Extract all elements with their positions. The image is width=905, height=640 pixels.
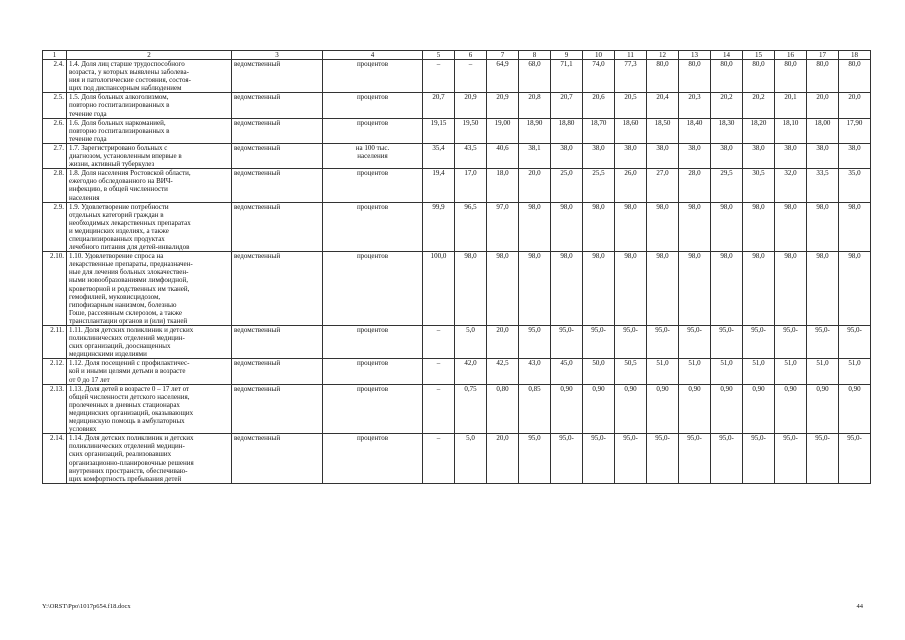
column-number-row <box>43 51 871 60</box>
value-cell: – <box>423 384 455 434</box>
column-number-cell: 14 <box>711 51 743 60</box>
description-line: общей численности детского населения, <box>69 392 190 401</box>
value-cell: 98,0 <box>743 202 775 252</box>
value-cell: – <box>423 326 455 359</box>
indicator-description <box>67 60 232 93</box>
unit-line: процентов <box>356 252 389 261</box>
value-cell: 38,1 <box>519 143 551 168</box>
description-line: медицинскую помощь в амбулаторных <box>69 417 185 426</box>
description-line: от 0 до 17 лет <box>69 375 110 384</box>
description-line: ских организаций, реализовавших <box>69 450 172 459</box>
value-cell: 98,0 <box>615 202 647 252</box>
indicator-table <box>42 50 871 484</box>
value-cell: 98,0 <box>775 202 807 252</box>
value-cell: 20,5 <box>615 93 647 118</box>
table-row <box>43 118 871 143</box>
value-cell: 38,0 <box>775 143 807 168</box>
value-cell: 43,5 <box>455 143 487 168</box>
indicator-description <box>67 143 232 168</box>
description-line: ежегодно обследованного на ВИЧ- <box>69 177 173 186</box>
unit-of-measure <box>323 169 423 202</box>
row-number: 2.7. <box>43 143 67 168</box>
description-line: инфекцию, в общей численности <box>69 185 168 194</box>
value-cell: 18,20 <box>743 118 775 143</box>
description-line: течение года <box>69 109 107 118</box>
value-cell: 95,0- <box>775 434 807 484</box>
value-cell: 18,40 <box>679 118 711 143</box>
value-cell: 98,0 <box>807 202 839 252</box>
column-number-cell: 18 <box>839 51 871 60</box>
indicator-description <box>67 202 232 252</box>
description-line: 1.9. Удовлетворение потребности <box>69 202 169 211</box>
description-line: 1.11. Доля детских поликлиник и детских <box>69 326 194 334</box>
value-cell: 100,0 <box>423 252 455 326</box>
description-line: повторно госпитализированных в <box>69 101 170 110</box>
description-line: условиях <box>69 425 97 434</box>
value-cell: 0,90 <box>839 384 871 434</box>
value-cell: 98,0 <box>711 252 743 326</box>
unit-of-measure <box>323 434 423 484</box>
value-cell: 0,80 <box>487 384 519 434</box>
description-line: необходимых лекарственных препаратах <box>69 218 191 227</box>
indicator-source: ведомственный <box>232 60 323 93</box>
value-cell: 51,0 <box>711 359 743 384</box>
unit-of-measure <box>323 202 423 252</box>
value-cell: 20,2 <box>743 93 775 118</box>
unit-line: процентов <box>356 434 389 443</box>
column-number-cell: 12 <box>647 51 679 60</box>
column-number-cell: 8 <box>519 51 551 60</box>
value-cell: 95,0- <box>615 326 647 359</box>
row-number: 2.8. <box>43 169 67 202</box>
row-number: 2.5. <box>43 93 67 118</box>
indicator-source: ведомственный <box>232 252 323 326</box>
unit-of-measure <box>323 93 423 118</box>
unit-line: процентов <box>356 93 389 102</box>
indicator-description <box>67 118 232 143</box>
row-number: 2.4. <box>43 60 67 93</box>
value-cell: 38,0 <box>551 143 583 168</box>
value-cell: 98,0 <box>679 202 711 252</box>
description-line: ными новообразованиями лимфоидной, <box>69 276 188 285</box>
value-cell: 20,9 <box>455 93 487 118</box>
value-cell: 38,0 <box>839 143 871 168</box>
value-cell: 99,9 <box>423 202 455 252</box>
value-cell: 20,7 <box>423 93 455 118</box>
column-number-cell: 10 <box>583 51 615 60</box>
value-cell: 33,5 <box>807 169 839 202</box>
unit-line: процентов <box>356 169 389 178</box>
value-cell: 95,0- <box>647 326 679 359</box>
table-row <box>43 384 871 434</box>
description-line: 1.10. Удовлетворение спроса на <box>69 252 164 261</box>
value-cell: 77,3 <box>615 60 647 93</box>
value-cell: 35,4 <box>423 143 455 168</box>
value-cell: 98,0 <box>711 202 743 252</box>
description-line: щих под диспансерным наблюдением <box>69 84 182 93</box>
table-row <box>43 434 871 484</box>
value-cell: 25,5 <box>583 169 615 202</box>
value-cell: 95,0- <box>711 434 743 484</box>
value-cell: 18,00 <box>807 118 839 143</box>
description-line: лечебного питания для детей-инвалидов <box>69 243 190 252</box>
value-cell: 0,90 <box>807 384 839 434</box>
value-cell: 0,85 <box>519 384 551 434</box>
value-cell: 38,0 <box>615 143 647 168</box>
value-cell: 96,5 <box>455 202 487 252</box>
description-line: ные для лечения больных злокачествен- <box>69 268 189 277</box>
table-row <box>43 202 871 252</box>
value-cell: 20,0 <box>487 326 519 359</box>
table-row <box>43 359 871 384</box>
value-cell: 51,0 <box>807 359 839 384</box>
value-cell: 95,0- <box>743 326 775 359</box>
value-cell: 95,0 <box>519 434 551 484</box>
description-line: 1.12. Доля посещений с профилактичес- <box>69 359 190 368</box>
row-number: 2.13. <box>43 384 67 434</box>
indicator-source: ведомственный <box>232 359 323 384</box>
value-cell: 19,4 <box>423 169 455 202</box>
table-row <box>43 60 871 93</box>
value-cell: 17,0 <box>455 169 487 202</box>
value-cell: 29,5 <box>711 169 743 202</box>
description-line: жизни, активный туберкулез <box>69 160 155 169</box>
description-line: 1.14. Доля детских поликлиник и детских <box>69 434 194 443</box>
value-cell: 30,5 <box>743 169 775 202</box>
description-line: медицинских организаций, оказывающих <box>69 408 194 417</box>
description-line: пролеченных в дневных стационарах <box>69 400 180 409</box>
description-line: гипофизарным нанизмом, болезнью <box>69 300 177 309</box>
value-cell: 18,0 <box>487 169 519 202</box>
column-number-cell: 9 <box>551 51 583 60</box>
description-line: диагнозом, установленным впервые в <box>69 152 182 161</box>
value-cell: 95,0 <box>519 326 551 359</box>
description-line: поликлинических отделений медицин- <box>69 442 185 451</box>
value-cell: 51,0 <box>679 359 711 384</box>
value-cell: – <box>455 60 487 93</box>
value-cell: 51,0 <box>775 359 807 384</box>
value-cell: 18,10 <box>775 118 807 143</box>
value-cell: 18,80 <box>551 118 583 143</box>
table-row <box>43 252 871 326</box>
value-cell: 32,0 <box>775 169 807 202</box>
value-cell: 98,0 <box>743 252 775 326</box>
value-cell: – <box>423 359 455 384</box>
value-cell: 80,0 <box>647 60 679 93</box>
table-row <box>43 326 871 359</box>
indicator-description <box>67 384 232 434</box>
value-cell: 0,90 <box>679 384 711 434</box>
value-cell: 20,4 <box>647 93 679 118</box>
unit-of-measure <box>323 252 423 326</box>
value-cell: 38,0 <box>679 143 711 168</box>
description-line: 1.5. Доля больных алкоголизмом, <box>69 93 169 102</box>
value-cell: 20,0 <box>807 93 839 118</box>
value-cell: 0,75 <box>455 384 487 434</box>
value-cell: 40,6 <box>487 143 519 168</box>
value-cell: 98,0 <box>487 252 519 326</box>
value-cell: 20,2 <box>711 93 743 118</box>
value-cell: 50,5 <box>615 359 647 384</box>
unit-of-measure <box>323 118 423 143</box>
description-line: поликлинических отделений медицин- <box>69 334 185 343</box>
description-line: внутренних пространств, обеспечиваю- <box>69 466 188 475</box>
description-line: кой и иными целями детьми в возрасте <box>69 367 186 376</box>
value-cell: 95,0- <box>679 434 711 484</box>
indicator-source: ведомственный <box>232 93 323 118</box>
value-cell: 95,0- <box>743 434 775 484</box>
value-cell: 45,0 <box>551 359 583 384</box>
value-cell: 80,0 <box>679 60 711 93</box>
description-line: кроветворной и родственных им тканей, <box>69 284 190 293</box>
value-cell: 51,0 <box>839 359 871 384</box>
unit-line: процентов <box>356 202 389 211</box>
value-cell: 98,0 <box>615 252 647 326</box>
description-line: ния и патологические состояния, состоя- <box>69 76 191 85</box>
value-cell: 95,0- <box>807 326 839 359</box>
value-cell: 98,0 <box>519 202 551 252</box>
indicator-description <box>67 326 232 359</box>
description-line: населения <box>69 193 100 202</box>
description-line: и медицинских изделиях, а также <box>69 226 169 235</box>
indicator-source: ведомственный <box>232 169 323 202</box>
value-cell: 27,0 <box>647 169 679 202</box>
unit-line: процентов <box>356 326 389 334</box>
column-number-cell: 16 <box>775 51 807 60</box>
value-cell: 98,0 <box>679 252 711 326</box>
value-cell: 38,0 <box>647 143 679 168</box>
unit-of-measure <box>323 326 423 359</box>
value-cell: 0,90 <box>551 384 583 434</box>
table-row <box>43 169 871 202</box>
value-cell: 0,90 <box>583 384 615 434</box>
value-cell: 38,0 <box>583 143 615 168</box>
value-cell: 28,0 <box>679 169 711 202</box>
value-cell: 20,7 <box>551 93 583 118</box>
unit-line: населения <box>357 152 388 161</box>
column-number-cell: 15 <box>743 51 775 60</box>
value-cell: 20,6 <box>583 93 615 118</box>
value-cell: 0,90 <box>743 384 775 434</box>
row-number: 2.14. <box>43 434 67 484</box>
description-line: возраста, у которых выявлены заболева- <box>69 68 189 77</box>
description-line: отдельных категорий граждан в <box>69 210 164 219</box>
value-cell: 74,0 <box>583 60 615 93</box>
indicator-description <box>67 434 232 484</box>
value-cell: 20,0 <box>519 169 551 202</box>
row-number: 2.11. <box>43 326 67 359</box>
value-cell: 38,0 <box>807 143 839 168</box>
footer-file-path: Y:\ORST\Ppo\1017p654.f18.docx <box>42 603 131 610</box>
unit-line: процентов <box>356 384 389 393</box>
value-cell: 18,60 <box>615 118 647 143</box>
unit-line: процентов <box>356 118 389 127</box>
unit-line: процентов <box>356 359 389 368</box>
value-cell: 80,0 <box>743 60 775 93</box>
value-cell: 19,15 <box>423 118 455 143</box>
description-line: 1.4. Доля лиц старше трудоспособного <box>69 60 185 68</box>
value-cell: 18,50 <box>647 118 679 143</box>
table-row <box>43 143 871 168</box>
description-line: ских организаций, дооснащенных <box>69 342 171 351</box>
value-cell: – <box>423 60 455 93</box>
value-cell: 20,0 <box>487 434 519 484</box>
value-cell: 18,30 <box>711 118 743 143</box>
description-line: повторно госпитализированных в <box>69 126 170 135</box>
indicator-source: ведомственный <box>232 326 323 359</box>
indicator-source: ведомственный <box>232 434 323 484</box>
value-cell: 20,8 <box>519 93 551 118</box>
unit-of-measure <box>323 359 423 384</box>
value-cell: 95,0- <box>679 326 711 359</box>
value-cell: 98,0 <box>519 252 551 326</box>
value-cell: 80,0 <box>807 60 839 93</box>
column-number-cell: 11 <box>615 51 647 60</box>
value-cell: 42,0 <box>455 359 487 384</box>
value-cell: 68,0 <box>519 60 551 93</box>
unit-line: процентов <box>356 60 389 68</box>
unit-line: на 100 тыс. <box>355 143 390 152</box>
column-number-cell: 17 <box>807 51 839 60</box>
indicator-source: ведомственный <box>232 202 323 252</box>
description-line: течение года <box>69 134 107 143</box>
value-cell: 19,50 <box>455 118 487 143</box>
value-cell: 20,9 <box>487 93 519 118</box>
value-cell: 17,90 <box>839 118 871 143</box>
value-cell: 25,0 <box>551 169 583 202</box>
value-cell: 98,0 <box>807 252 839 326</box>
value-cell: 64,9 <box>487 60 519 93</box>
value-cell: 0,90 <box>647 384 679 434</box>
value-cell: 80,0 <box>839 60 871 93</box>
value-cell: 98,0 <box>583 202 615 252</box>
value-cell: 0,90 <box>711 384 743 434</box>
column-number-cell: 4 <box>323 51 423 60</box>
value-cell: 95,0- <box>583 326 615 359</box>
value-cell: – <box>423 434 455 484</box>
indicator-description <box>67 252 232 326</box>
value-cell: 26,0 <box>615 169 647 202</box>
value-cell: 5,0 <box>455 434 487 484</box>
column-number-cell: 6 <box>455 51 487 60</box>
value-cell: 42,5 <box>487 359 519 384</box>
column-number-cell: 5 <box>423 51 455 60</box>
unit-of-measure <box>323 60 423 93</box>
description-line: трансплантации органов и (или) тканей <box>69 316 188 325</box>
indicator-source: ведомственный <box>232 118 323 143</box>
row-number: 2.12. <box>43 359 67 384</box>
value-cell: 98,0 <box>839 252 871 326</box>
indicator-description <box>67 169 232 202</box>
value-cell: 98,0 <box>551 252 583 326</box>
value-cell: 43,0 <box>519 359 551 384</box>
value-cell: 80,0 <box>711 60 743 93</box>
row-number: 2.10. <box>43 252 67 326</box>
column-number-cell: 3 <box>232 51 323 60</box>
unit-of-measure <box>323 384 423 434</box>
value-cell: 80,0 <box>775 60 807 93</box>
value-cell: 95,0- <box>711 326 743 359</box>
description-line: 1.8. Доля населения Ростовской области, <box>69 169 191 178</box>
description-line: медицинскими изделиями <box>69 350 147 359</box>
value-cell: 38,0 <box>743 143 775 168</box>
value-cell: 95,0- <box>551 326 583 359</box>
description-line: щих комфортность пребывания детей <box>69 474 182 483</box>
value-cell: 95,0- <box>839 326 871 359</box>
value-cell: 95,0- <box>775 326 807 359</box>
value-cell: 50,0 <box>583 359 615 384</box>
value-cell: 98,0 <box>839 202 871 252</box>
page-number: 44 <box>856 603 863 610</box>
column-number-cell: 7 <box>487 51 519 60</box>
column-number-cell: 2 <box>67 51 232 60</box>
value-cell: 71,1 <box>551 60 583 93</box>
value-cell: 97,0 <box>487 202 519 252</box>
description-line: 1.7. Зарегистрировано больных с <box>69 143 168 152</box>
table-row <box>43 93 871 118</box>
value-cell: 19,00 <box>487 118 519 143</box>
value-cell: 5,0 <box>455 326 487 359</box>
value-cell: 98,0 <box>647 202 679 252</box>
description-line: специализированных продуктах <box>69 234 165 243</box>
value-cell: 20,1 <box>775 93 807 118</box>
value-cell: 20,3 <box>679 93 711 118</box>
description-line: Гоше, рассеянным склерозом, а также <box>69 308 183 317</box>
value-cell: 98,0 <box>647 252 679 326</box>
description-line: 1.6. Доля больных наркоманией, <box>69 118 166 127</box>
value-cell: 0,90 <box>615 384 647 434</box>
value-cell: 98,0 <box>455 252 487 326</box>
value-cell: 95,0- <box>839 434 871 484</box>
value-cell: 95,0- <box>583 434 615 484</box>
indicator-description <box>67 93 232 118</box>
indicator-description <box>67 359 232 384</box>
value-cell: 95,0- <box>615 434 647 484</box>
column-number-cell: 1 <box>43 51 67 60</box>
value-cell: 18,90 <box>519 118 551 143</box>
value-cell: 98,0 <box>551 202 583 252</box>
value-cell: 18,70 <box>583 118 615 143</box>
value-cell: 51,0 <box>743 359 775 384</box>
row-number: 2.9. <box>43 202 67 252</box>
description-line: 1.13. Доля детей в возрасте 0 – 17 лет от <box>69 384 190 393</box>
indicator-source: ведомственный <box>232 384 323 434</box>
value-cell: 95,0- <box>807 434 839 484</box>
value-cell: 95,0- <box>551 434 583 484</box>
indicator-source: ведомственный <box>232 143 323 168</box>
value-cell: 35,0 <box>839 169 871 202</box>
description-line: организационно-планировочные решения <box>69 458 194 467</box>
description-line: гемофилией, муковисцидозом, <box>69 292 161 301</box>
value-cell: 98,0 <box>775 252 807 326</box>
column-number-cell: 13 <box>679 51 711 60</box>
value-cell: 0,90 <box>775 384 807 434</box>
unit-of-measure <box>323 143 423 168</box>
value-cell: 95,0- <box>647 434 679 484</box>
description-line: лекарственные препараты, предназначен- <box>69 260 193 269</box>
value-cell: 38,0 <box>711 143 743 168</box>
row-number: 2.6. <box>43 118 67 143</box>
value-cell: 51,0 <box>647 359 679 384</box>
value-cell: 98,0 <box>583 252 615 326</box>
value-cell: 20,0 <box>839 93 871 118</box>
